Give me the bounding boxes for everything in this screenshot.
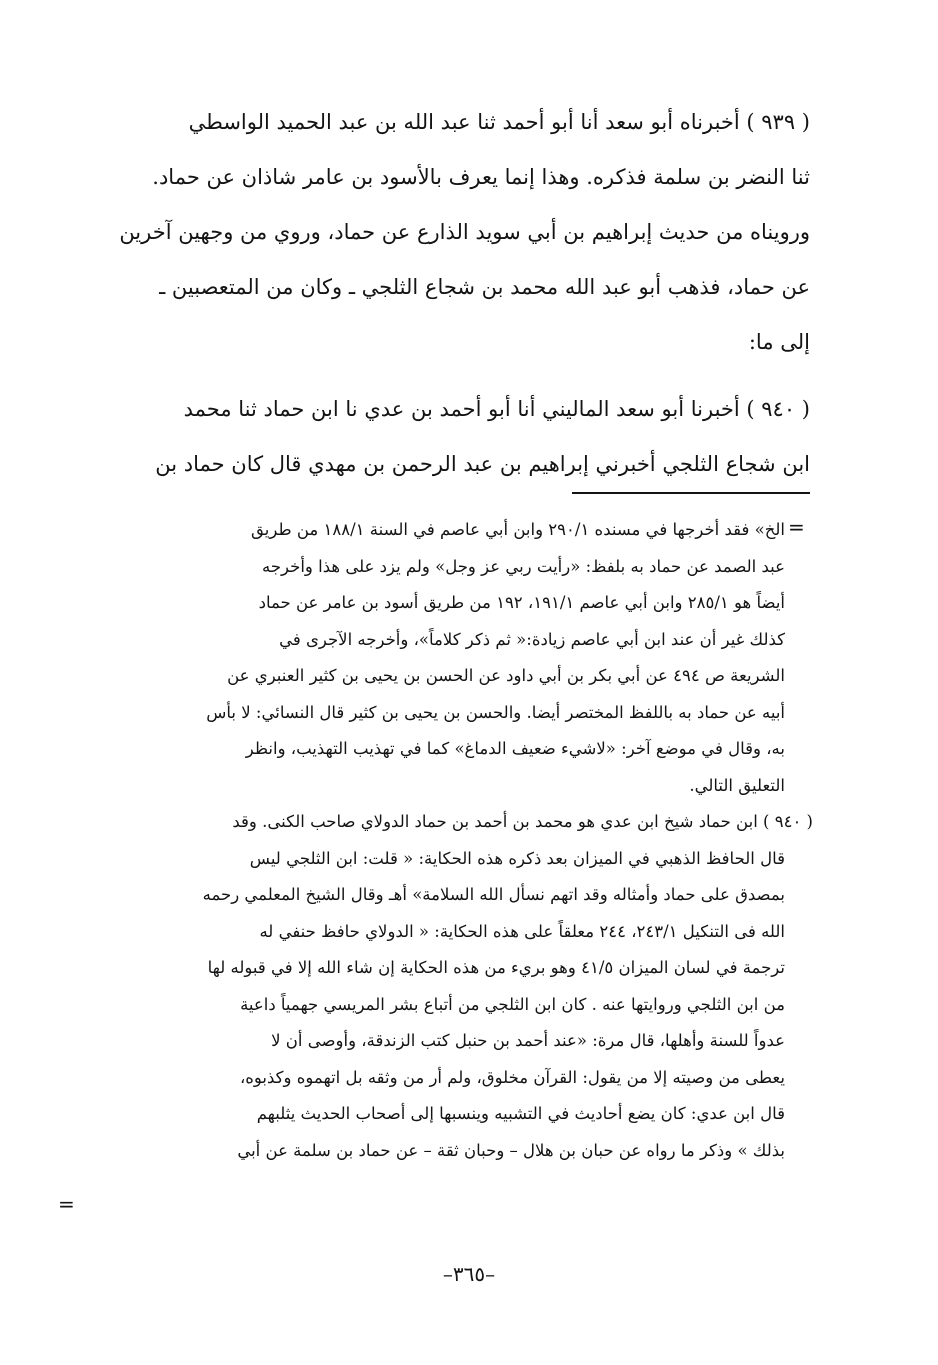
footnote-line: يعطى من وصيته إلا من يقول: القرآن مخلوق، ولم أر من وثقه بل اتهموه وكذبوه، [239,1067,785,1087]
footnote-line: عدواً للسنة وأهلها، قال مرة: «عند أحمد بن حنبل كتب الزندقة، وأوصى أن لا [271,1031,785,1050]
text-line: ابن شجاع الثلجي أخبرني إبراهيم بن عبد الرحمن بن مهدي قال كان حماد بن [155,452,810,476]
text-line: ( ٩٣٩ ) أخبرناه أبو سعد أنا أبو أحمد ثنا عبد الله بن عبد الحميد الواسطي [188,110,810,134]
footnote-line: قال ابن عدي: كان يضع أحاديث في التشبيه وينسبها إلى أصحاب الحديث يثلبهم [256,1104,785,1123]
text-line: ثنا النضر بن سلمة فذكره. وهذا إنما يعرف بالأسود بن عامر شاذان عن حماد. [152,165,810,189]
footnote-line: أبيه عن حماد به باللفظ المختصر أيضا. والحسن بن يحيى بن كثير قال النسائي: لا بأس [206,702,785,722]
footnote-line: ( ٩٤٠ ) ابن حماد شيخ ابن عدي هو محمد بن أحمد بن حماد الدولاي صاحب الكنى. وقد [232,812,813,831]
footnote-line: من ابن الثلجي وروايتها عنه . كان ابن الثلجي من أتباع بشر المريسي جهمياً داعية [240,994,785,1014]
hadith-paragraph-940 [100,382,810,492]
continuation-mark-bottom: = [58,1192,75,1216]
footnote-line: التعليق التالي. [689,775,785,795]
footnote-line: الشريعة ص ٤٩٤ عن أبي بكر بن أبي داود عن الحسن بن يحيى بن كثير العنبري عن [227,666,785,685]
text-line: ( ٩٤٠ ) أخبرنا أبو سعد الماليني أنا أبو أحمد بن عدي نا ابن حماد ثنا محمد [183,397,810,421]
footnote-line: بمصدق على حماد وأمثاله وقد اتهم نسأل الله السلامة» أهـ وقال الشيخ المعلمي رحمه [202,885,785,904]
footnote-continued [100,512,813,804]
page-number: –٣٦٥– [442,1262,496,1286]
text-line: ورويناه من حديث إبراهيم بن أبي سويد الذارع عن حماد، وروي من وجهين آخرين [119,220,810,244]
footnote-line: عبد الصمد عن حماد به بلفظ: «رأيت ربي عز وجل» ولم يزد على هذا وأخرجه [261,556,785,576]
continuation-mark-top: = [788,515,805,539]
footnote-line: كذلك غير أن عند ابن أبي عاصم زيادة:« ثم ذكر كلاماً»، وأخرجه الآجرى في [279,629,785,649]
footnote-line: أيضاً هو ٢٨٥/١ وابن أبي عاصم ١٩١/١، ١٩٢ من طريق أسود بن عامر عن حماد [258,593,785,612]
main-text [100,95,810,502]
footnote-line: به، وقال في موضع آخر: «لاشيء ضعيف الدماغ» كما في تهذيب التهذيب، وانظر [245,739,785,758]
footnote-line: الخ» فقد أخرجها في مسنده ٢٩٠/١ وابن أبي عاصم في السنة ١٨٨/١ من طريق [251,520,785,539]
footnote-line: ترجمة في لسان الميزان ٤١/٥ وهو بريء من هذه الحكاية إن شاء الله إلا في قبوله لها [207,958,785,977]
footnotes [100,512,813,1169]
footnote-line: بذلك » وذكر ما رواه عن حبان بن هلال – وحبان ثقة – عن حماد بن سلمة عن أبي [237,1140,785,1160]
text-line: إلى ما: [748,330,810,354]
footnote-line: قال الحافظ الذهبي في الميزان بعد ذكره هذه الحكاية: « قلت: ابن الثلجي ليس [249,848,785,868]
text-line: عن حماد، فذهب أبو عبد الله محمد بن شجاع الثلجي ـ وكان من المتعصبين ـ [159,275,810,299]
footnote-line: الله فى التنكيل ٢٤٣/١، ٢٤٤ معلقاً على هذه الحكاية: « الدولاي حافظ حنفي له [259,921,785,941]
footnote-940 [100,804,813,1169]
hadith-paragraph-939 [100,95,810,370]
footnote-divider [572,492,810,494]
